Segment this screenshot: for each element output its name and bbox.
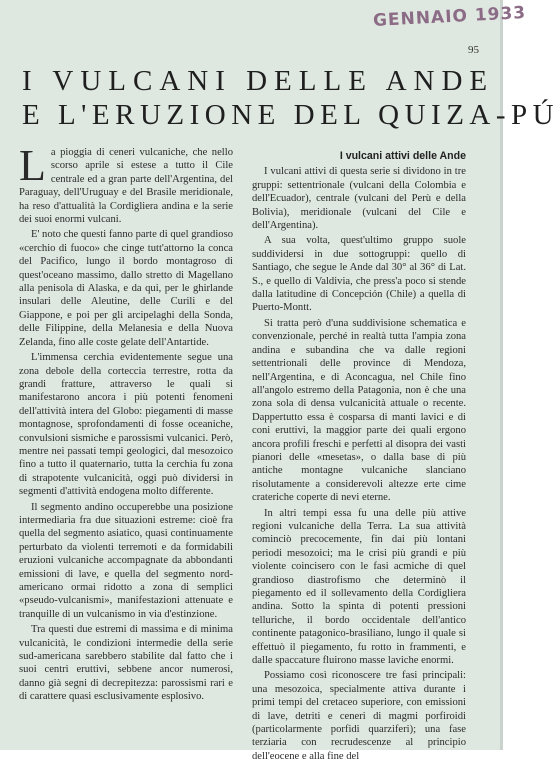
right-text-column bbox=[252, 150, 466, 765]
article-title-line-2: E L'ERUZIONE DEL QUIZA-PÚ bbox=[22, 99, 559, 131]
paragraph: A sua volta, quest'ultimo gruppo suole suddividersi in due sottogruppi: quello di Santiago, che segue le Ande dal 30° al 36° di Lat. S., e quello di Valdivia, che press'a poco si stende dalla latitudine di Concepción (Chile) a quella di Puerto-Montt. bbox=[252, 235, 466, 314]
intro-paragraph bbox=[19, 141, 233, 226]
paragraph: Il segmento andino occuperebbe una posizione intermediaria fra due situazioni estreme: cioè fra quella del segmento asiatico, quasi continuamente perturbato da violenti terremoti e da formidabili eruzioni vulcaniche accompagnate da abbondanti emissioni di lave, e quella del segmento nord-americano ormai ridotto a zona di semplici «pseudo-vulcanismi», manifestazioni attenuate e tranquille di un vulcanismo in via d'estinzione. bbox=[19, 501, 233, 620]
paragraph: Tra questi due estremi di massima e di minima vulcanicità, le condizioni intermedie della serie sud-americana sarebbero stabilite dal fatto che i suoi centri eruttivi, sebbene ancor numerosi, danno già segni di decrepitezza: parossismi rari e di carattere quasi esclusivamente esplosivo. bbox=[19, 624, 233, 703]
paragraph: In altri tempi essa fu una delle più attive regioni vulcaniche della Terra. La sua attività cominciò precocemente, fin dai più lontani periodi mesozoici; ma le crisi più grandi e più violente coincisero con le fasi acmiche di quel grandioso diastrofismo che determinò il piegamento ed il sollevamento della Cordigliera andina. Sotto la spinta di potenti pressioni telluriche, il bordo occidentale dell'antico continente patagonico-brasiliano, lungo il quale si effettuò il piegamento, fu rotto in frammenti, e dalle spaccature fluirono masse laviche enormi. bbox=[252, 507, 466, 667]
section-subheading: I vulcani attivi delle Ande bbox=[339, 150, 466, 162]
paragraph: Si tratta però d'una suddivisione schematica e convenzionale, perché in realtà tutta l'ampia zona andina e subandina che va dalle regioni settentrionali delle province di Mendoza, nell'Argentina, e di Aconcagua, nel Chile fino all'angolo estremo della Patagonia, non è che una zona sola di densa vulcanicità attuale o recente. Dappertutto essa è cosparsa di manti lavici e di coni eruttivi, la maggior parte dei quali ergono ancora profili freschi e perfetti al disopra dei vasti pianori delle «mesetas», o dalla base di più antiche montagne vulcaniche slanciano risolutamente a considerevoli altezze erte cime crateriche coperte di nevi eterne. bbox=[252, 317, 466, 504]
left-text-column bbox=[19, 141, 233, 706]
page-number: 95 bbox=[468, 44, 479, 56]
drop-cap: L bbox=[19, 141, 46, 190]
paragraph: L'immensa cerchia evidentemente segue una zona debole della corteccia terrestre, rotta da grandi fratture, attraverso le quali si manifestarono ancora i più potenti fenomeni dell'attività intera del Globo: piegamenti di masse montagnose, sprofondamenti di fosse oceaniche, convulsioni sismiche e parossismi vulcanici. Però, mentre nei passati tempi geologici, dal mesozoico fino a tutto il quaternario, tutta la cerchia fu zona di strapotente vulcanicità, oggi può dividersi in segmenti d'attività endogena molto differente. bbox=[19, 352, 233, 498]
paragraph: E' noto che questi fanno parte di quel grandioso «cerchio di fuoco» che cinge tutt'attorno la conca del Pacifico, lungo il bordo montagroso di quest'oceano massimo, dallo stretto di Magellano alla penisola di Alaska, e da qui, per le ghirlande insulari delle Aleutine, delle Curili e del Giappone, e poi per gli arcipelaghi della Sonda, delle Filippine, della Melanesia e della Nuova Zelanda, fino alle coste gelate dell'Antartide. bbox=[19, 229, 233, 348]
article-title-line-1: I VULCANI DELLE ANDE bbox=[22, 65, 495, 97]
paragraph: Possiamo così riconoscere tre fasi principali: una mesozoica, specialmente attiva durante i primi tempi del cretaceo superiore, con emissioni di lave, detriti e ceneri di magmi porfiroidi (particolarmente porfidi quarziferi); una fase terziaria con recrudescenze al principio dell'eocene e alla fine del bbox=[252, 670, 466, 762]
paragraph: I vulcani attivi di questa serie si dividono in tre gruppi: settentrionale (vulcani della Colombia e dell'Ecuador), centrale (vulcani del Perù e della Bolivia), meridionale (vulcani del Cile e dell'Argentina). bbox=[252, 166, 466, 232]
paragraph-text: a pioggia di ceneri vulcaniche, che nello scorso aprile si estese a tutto il Cile centrale ed a gran parte dell'Argentina, del Paraguay, dell'Uruguay e del Brasile meridionale, ha reso d'attualità la Cordigliera andina e la serie dei suoi enormi vulcani. bbox=[19, 147, 233, 226]
archive-date-stamp: GENNAIO 1933 bbox=[372, 3, 527, 31]
